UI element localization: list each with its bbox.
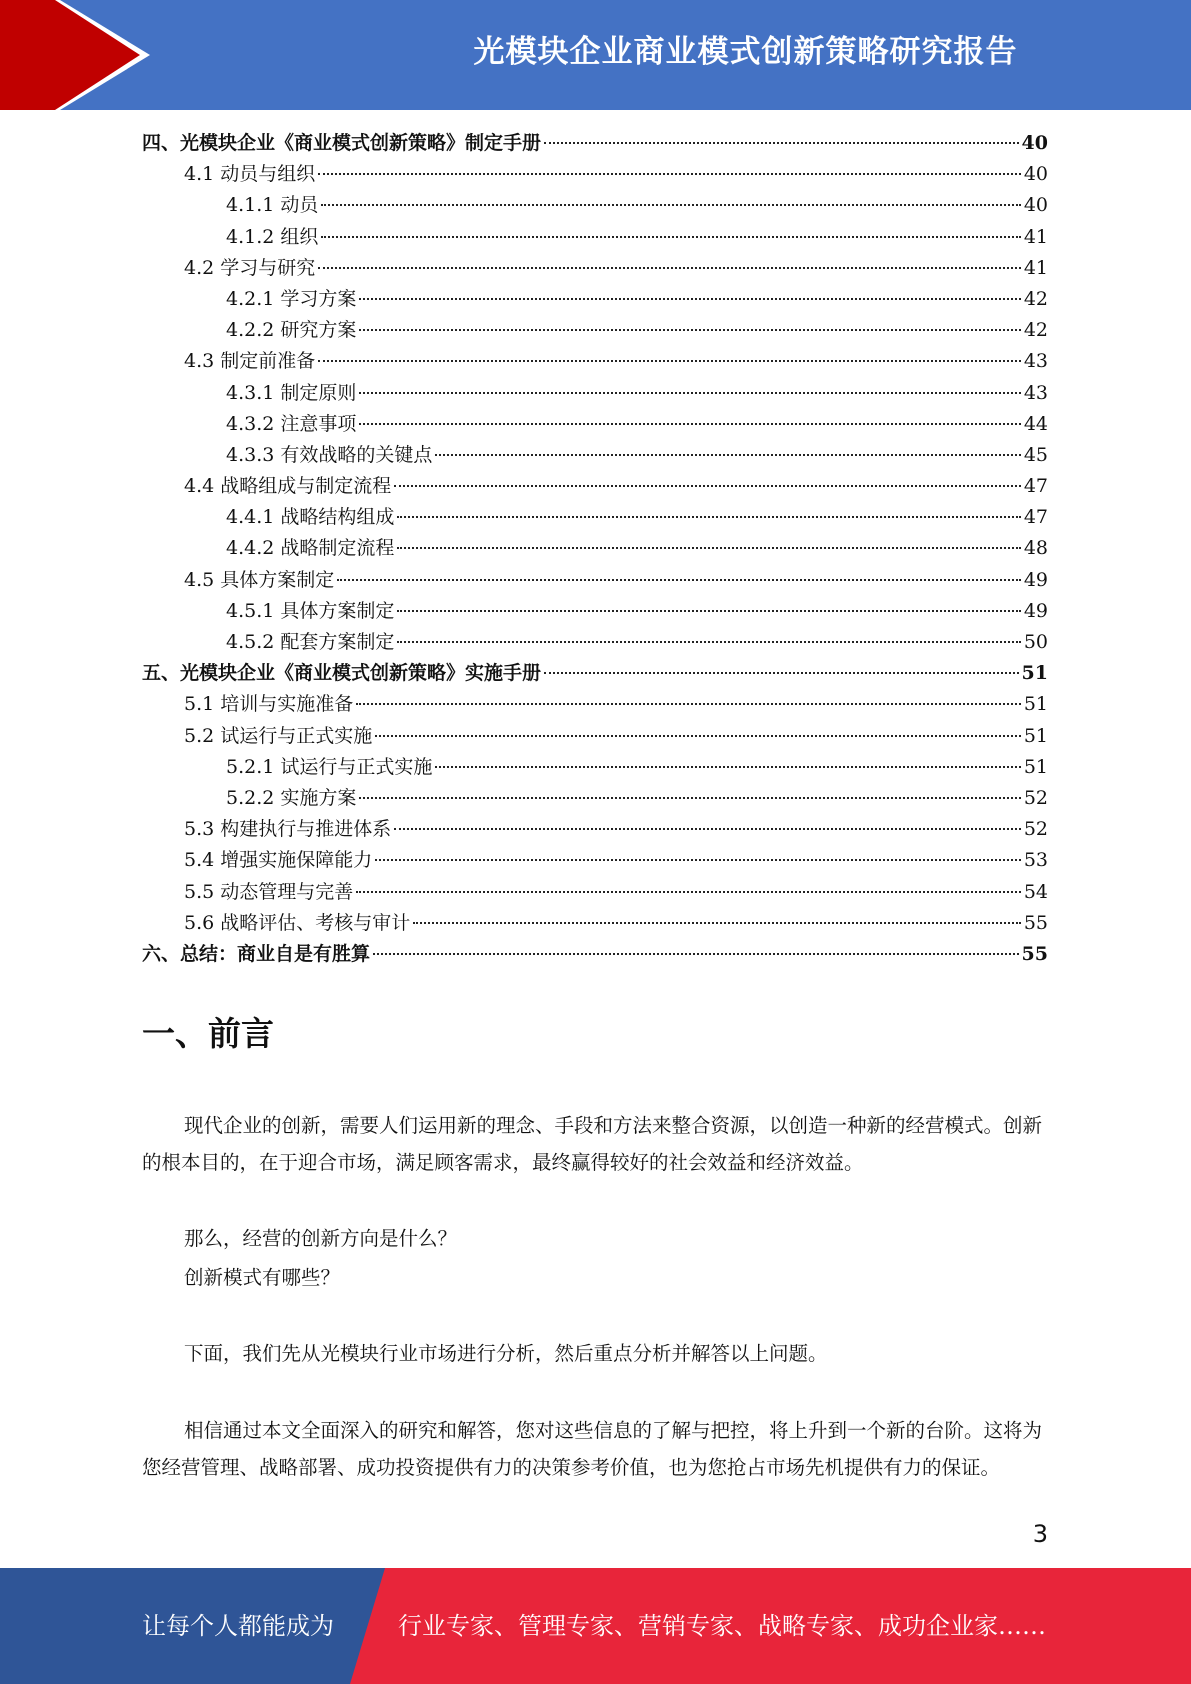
toc-entry-page: 52 xyxy=(1023,786,1048,809)
toc-entry[interactable] xyxy=(142,253,1048,284)
toc-dot-leader xyxy=(394,828,1021,830)
table-of-contents xyxy=(142,128,1048,970)
toc-dot-leader xyxy=(318,360,1021,362)
toc-entry-page: 50 xyxy=(1023,631,1048,653)
section-heading: 一、前言 xyxy=(142,1014,274,1053)
toc-entry-title: 4.2.1 学习方案 xyxy=(226,287,357,310)
toc-entry-title: 4.1 动员与组织 xyxy=(184,163,316,186)
toc-dot-leader xyxy=(359,423,1020,425)
toc-entry-page: 43 xyxy=(1023,350,1048,373)
toc-entry-page: 40 xyxy=(1021,132,1048,154)
toc-entry[interactable] xyxy=(142,284,1048,315)
toc-entry-title: 4.1.1 动员 xyxy=(226,194,319,217)
page-footer-banner xyxy=(0,1568,1191,1684)
toc-entry-title: 4.1.2 组织 xyxy=(226,225,319,248)
toc-entry[interactable] xyxy=(142,845,1048,876)
toc-entry-title: 4.2 学习与研究 xyxy=(184,256,316,279)
toc-entry-title: 5.3 构建执行与推进体系 xyxy=(184,818,392,841)
toc-entry-page: 55 xyxy=(1021,942,1048,965)
toc-dot-leader xyxy=(359,298,1020,300)
toc-entry[interactable] xyxy=(142,721,1048,752)
toc-dot-leader xyxy=(544,672,1019,674)
toc-entry[interactable] xyxy=(142,159,1048,190)
toc-entry[interactable] xyxy=(142,565,1048,596)
toc-entry-page: 49 xyxy=(1023,568,1048,591)
toc-entry-title: 五、光模块企业《商业模式创新策略》实施手册 xyxy=(142,662,542,685)
toc-dot-leader xyxy=(394,485,1021,487)
toc-dot-leader xyxy=(318,267,1021,269)
toc-entry-title: 六、总结：商业自是有胜算 xyxy=(142,942,371,965)
toc-entry-page: 51 xyxy=(1023,724,1048,747)
toc-entry[interactable] xyxy=(142,346,1048,377)
page-number: 3 xyxy=(1032,1520,1048,1548)
toc-dot-leader xyxy=(397,516,1020,518)
toc-entry-page: 45 xyxy=(1023,443,1048,466)
toc-entry-title: 5.5 动态管理与完善 xyxy=(184,880,354,903)
toc-entry-page: 48 xyxy=(1023,537,1048,560)
toc-entry-title: 4.5.1 具体方案制定 xyxy=(226,599,395,622)
toc-entry-page: 42 xyxy=(1023,287,1048,310)
closing-paragraph: 相信通过本文全面深入的研究和解答，您对这些信息的了解与把控，将上升到一个新的台阶。这将为您经营管理、战略部署、成功投资提供有力的决策参考价值，也为您抢占市场先机提供有力的保证。 xyxy=(142,1419,1043,1479)
toc-entry-page: 47 xyxy=(1023,506,1048,529)
toc-entry-title: 4.5.2 配套方案制定 xyxy=(226,631,395,653)
toc-entry-page: 41 xyxy=(1023,225,1048,248)
toc-dot-leader xyxy=(356,703,1021,705)
question-line-2: 创新模式有哪些？ xyxy=(184,1266,341,1289)
question-line-1: 那么，经营的创新方向是什么？ xyxy=(184,1227,458,1250)
toc-entry[interactable] xyxy=(142,596,1048,627)
toc-entry[interactable] xyxy=(142,877,1048,908)
toc-entry-title: 4.3.3 有效战略的关键点 xyxy=(226,443,433,466)
toc-dot-leader xyxy=(397,547,1020,549)
toc-entry-page: 44 xyxy=(1023,412,1048,435)
toc-entry[interactable] xyxy=(142,814,1048,845)
toc-entry[interactable] xyxy=(142,315,1048,346)
toc-entry-page: 51 xyxy=(1021,662,1048,685)
intro-paragraph: 现代企业的创新，需要人们运用新的理念、手段和方法来整合资源，以创造一种新的经营模式。创新的根本目的，在于迎合市场，满足顾客需求，最终赢得较好的社会效益和经济效益。 xyxy=(142,1114,1043,1174)
toc-dot-leader xyxy=(397,610,1020,612)
toc-entry-title: 4.4.2 战略制定流程 xyxy=(226,537,395,560)
toc-entry-page: 51 xyxy=(1023,755,1048,778)
toc-entry[interactable] xyxy=(142,689,1048,720)
toc-entry[interactable] xyxy=(142,378,1048,409)
toc-entry-page: 43 xyxy=(1023,381,1048,404)
toc-entry-page: 47 xyxy=(1023,475,1048,498)
footer-slogan-right: 行业专家、管理专家、营销专家、战略专家、成功企业家…… xyxy=(398,1612,1046,1640)
toc-dot-leader xyxy=(321,204,1020,206)
toc-entry-title: 4.4 战略组成与制定流程 xyxy=(184,475,392,498)
toc-entry[interactable] xyxy=(142,908,1048,939)
toc-entry-title: 4.3.1 制定原则 xyxy=(226,381,357,404)
toc-entry-title: 5.4 增强实施保障能力 xyxy=(184,849,373,872)
toc-entry-page: 40 xyxy=(1023,163,1048,186)
toc-entry-page: 54 xyxy=(1023,880,1048,903)
toc-entry-page: 52 xyxy=(1023,818,1048,841)
toc-entry-page: 51 xyxy=(1023,693,1048,716)
toc-dot-leader xyxy=(435,766,1020,768)
toc-entry[interactable] xyxy=(142,222,1048,253)
toc-entry-title: 5.2.2 实施方案 xyxy=(226,786,357,809)
toc-entry[interactable] xyxy=(142,939,1048,970)
toc-entry-page: 53 xyxy=(1023,849,1048,872)
toc-entry[interactable] xyxy=(142,533,1048,564)
toc-dot-leader xyxy=(375,859,1021,861)
toc-dot-leader xyxy=(337,579,1021,581)
arrow-shape xyxy=(0,0,140,110)
toc-entry-page: 41 xyxy=(1023,256,1048,279)
toc-dot-leader xyxy=(356,891,1021,893)
toc-entry-title: 4.3 制定前准备 xyxy=(184,350,316,373)
page-header-banner xyxy=(0,0,1191,110)
toc-entry-title: 4.4.1 战略结构组成 xyxy=(226,506,395,529)
footer-slogan-left: 让每个人都能成为 xyxy=(142,1612,334,1640)
toc-entry[interactable] xyxy=(142,783,1048,814)
toc-entry[interactable] xyxy=(142,752,1048,783)
toc-entry-page: 49 xyxy=(1023,599,1048,622)
toc-dot-leader xyxy=(435,454,1020,456)
toc-dot-leader xyxy=(321,236,1020,238)
toc-entry[interactable] xyxy=(142,409,1048,440)
toc-entry-title: 四、光模块企业《商业模式创新策略》制定手册 xyxy=(142,132,542,154)
toc-entry-title: 5.1 培训与实施准备 xyxy=(184,693,354,716)
toc-dot-leader xyxy=(359,329,1020,331)
toc-entry[interactable] xyxy=(142,471,1048,502)
toc-dot-leader xyxy=(544,142,1019,144)
toc-entry[interactable] xyxy=(142,658,1048,689)
toc-dot-leader xyxy=(359,797,1020,799)
toc-entry[interactable] xyxy=(142,128,1048,159)
toc-entry-title: 5.2 试运行与正式实施 xyxy=(184,724,373,747)
red-arrow-icon xyxy=(0,0,160,110)
toc-entry-title: 4.5 具体方案制定 xyxy=(184,568,335,591)
toc-entry[interactable] xyxy=(142,627,1048,658)
toc-entry-page: 55 xyxy=(1023,911,1048,934)
analysis-paragraph: 下面，我们先从光模块行业市场进行分析，然后重点分析并解答以上问题。 xyxy=(184,1342,828,1365)
report-title: 光模块企业商业模式创新策略研究报告 xyxy=(473,34,1018,70)
toc-entry-title: 4.3.2 注意事项 xyxy=(226,412,357,435)
toc-entry[interactable] xyxy=(142,440,1048,471)
toc-dot-leader xyxy=(373,953,1019,955)
toc-dot-leader xyxy=(375,735,1021,737)
toc-dot-leader xyxy=(397,641,1020,643)
toc-entry-page: 42 xyxy=(1023,319,1048,342)
toc-entry[interactable] xyxy=(142,502,1048,533)
toc-entry-page: 40 xyxy=(1023,194,1048,217)
toc-entry-title: 5.2.1 试运行与正式实施 xyxy=(226,755,433,778)
toc-entry[interactable] xyxy=(142,190,1048,221)
toc-dot-leader xyxy=(318,173,1021,175)
toc-dot-leader xyxy=(359,392,1020,394)
toc-dot-leader xyxy=(413,922,1021,924)
toc-entry-title: 5.6 战略评估、考核与审计 xyxy=(184,911,411,934)
toc-entry-title: 4.2.2 研究方案 xyxy=(226,319,357,342)
